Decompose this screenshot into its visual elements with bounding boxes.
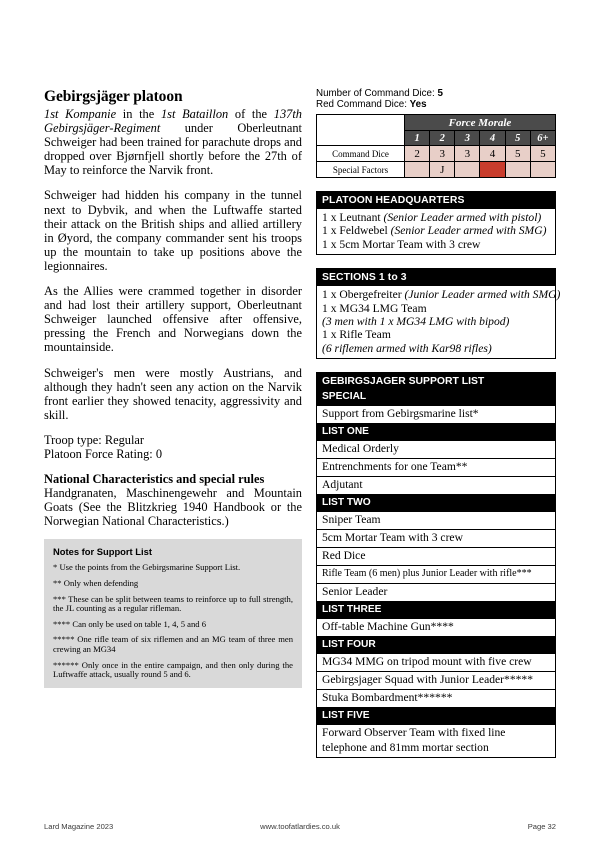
support-list-item[interactable]: Stuka Bombardment****** — [317, 689, 555, 707]
roster-line — [322, 302, 550, 315]
footer-center[interactable]: www.toofatlardies.co.uk — [260, 822, 340, 831]
support-group-heading: LIST TWO — [317, 494, 555, 511]
sections-1-to-3-lines — [317, 286, 561, 358]
number-of-command-dice-label: Number of Command Dice: — [316, 88, 435, 99]
force-morale-cell: 2 — [405, 146, 430, 162]
roster-line — [322, 238, 550, 251]
note-item: ***** One rifle team of six riflemen and an MG team of three men crewing an MG34 — [53, 634, 293, 654]
national-characteristics-heading: National Characteristics and special rules — [44, 472, 265, 487]
force-morale-cell — [480, 162, 505, 178]
support-list-item[interactable]: Off-table Machine Gun**** — [317, 618, 555, 636]
roster-line-note: (Senior Leader armed with pistol) — [383, 211, 542, 224]
support-group-heading: SPECIAL — [317, 389, 555, 405]
footer-left: Lard Magazine 2023 — [44, 822, 114, 831]
roster-line — [322, 328, 550, 341]
force-morale-column-5: 5 — [505, 131, 530, 146]
page-footer — [44, 822, 556, 831]
note-item: ****** Only once in the entire campaign, and then only during the Luftwaffe attack, usually round 5 and 6. — [53, 659, 293, 680]
force-morale-cell: J — [430, 162, 455, 178]
platoon-headquarters-block — [316, 191, 556, 255]
sections-1-to-3-heading: SECTIONS 1 to 3 — [317, 269, 555, 286]
support-list-groups — [317, 389, 555, 757]
note-item: **** Can only be used on table 1, 4, 5 and 6 — [53, 618, 206, 629]
roster-line-text: 1 x Feldwebel — [322, 224, 391, 238]
platoon-headquarters-lines — [317, 209, 555, 254]
roster-line — [322, 342, 550, 355]
command-dice-summary — [316, 88, 556, 110]
intro-paragraph: 1st Kompanie in the 1st Bataillon of the 137th Gebirgsjäger-Regiment under Oberleutnant Schweiger had been trained for parachute drops and dropped over Bjørnfjell shortly before the 27th of May to reinforce the Narvik front. — [44, 107, 302, 178]
support-list-item[interactable]: Entrenchments for one Team** — [317, 458, 555, 476]
support-list-item[interactable]: MG34 MMG on tripod mount with five crew — [317, 653, 555, 671]
force-morale-cell: 4 — [480, 146, 505, 162]
table-row — [317, 146, 556, 162]
force-morale-title-cell: Force Morale — [405, 115, 556, 131]
red-command-dice — [316, 99, 556, 110]
support-list-item[interactable]: 5cm Mortar Team with 3 crew — [317, 529, 555, 547]
note-item: *** These can be split between teams to reinforce up to full strength, the JL counting as a regular rifleman. — [53, 593, 293, 614]
roster-line-note: (Junior Leader armed with SMG) — [404, 288, 561, 302]
force-morale-cell — [455, 162, 480, 178]
national-characteristics-body: Handgranaten, Maschinengewehr and Mountain Goats (See the Blitzkrieg 1940 Handbook or the Norwegian National Characteristics.) — [44, 486, 302, 529]
roster-line-text: 1 x Leutnant — [322, 211, 384, 224]
support-list-block — [316, 372, 556, 758]
roster-line-note: (Senior Leader armed with SMG) — [390, 224, 547, 238]
force-morale-cell — [405, 162, 430, 178]
table-row — [317, 162, 556, 178]
roster-line-note: (6 riflemen armed with Kar98 rifles) — [322, 341, 492, 355]
force-morale-column-1: 1 — [405, 131, 430, 146]
force-morale-column-2: 2 — [430, 131, 455, 146]
national-characteristics — [44, 472, 302, 528]
notes-title: Notes for Support List — [53, 546, 152, 558]
page-content — [44, 88, 561, 758]
force-morale-corner-cell — [317, 115, 405, 146]
support-group-heading: LIST FIVE — [317, 707, 555, 724]
sections-1-to-3-block — [316, 268, 561, 359]
platoon-force-rating: Platoon Force Rating: 0 — [44, 446, 163, 461]
force-morale-cell: 3 — [455, 146, 480, 162]
force-morale-column-4: 4 — [480, 131, 505, 146]
troop-type: Troop type: Regular — [44, 432, 145, 447]
page-title: Gebirgsjäger platoon — [44, 88, 183, 105]
roster-line — [322, 315, 550, 328]
support-group-heading: LIST THREE — [317, 601, 555, 618]
support-list-item[interactable]: Medical Orderly — [317, 440, 555, 458]
force-morale-row-label: Command Dice — [317, 146, 405, 162]
support-list-heading: GEBIRGSJAGER SUPPORT LIST — [317, 373, 555, 389]
red-command-dice-value: Yes — [409, 99, 427, 110]
red-command-dice-label: Red Command Dice: — [316, 99, 407, 110]
support-list-item[interactable]: Rifle Team (6 men) plus Junior Leader with rifle*** — [317, 565, 555, 583]
support-group-heading: LIST ONE — [317, 423, 555, 440]
roster-line-text: 1 x Rifle Team — [322, 328, 391, 342]
force-morale-cell: 3 — [430, 146, 455, 162]
right-column — [316, 88, 561, 758]
support-list-item[interactable]: Senior Leader — [317, 583, 555, 601]
roster-line — [322, 211, 550, 224]
force-morale-row-label: Special Factors — [317, 162, 405, 178]
troop-stats — [44, 433, 302, 461]
roster-line-text: 1 x Obergefreiter — [322, 288, 405, 302]
force-morale-cell — [505, 162, 530, 178]
number-of-command-dice-value: 5 — [437, 88, 443, 99]
footer-right: Page 32 — [527, 822, 556, 831]
force-morale-header-row — [317, 115, 556, 131]
notes-for-support-list-box — [44, 539, 302, 687]
force-morale-cell: 5 — [505, 146, 530, 162]
platoon-headquarters-heading: PLATOON HEADQUARTERS — [317, 192, 555, 209]
paragraph-2: Schweiger had hidden his company in the tunnel next to Dybvik, and when the Luftwaffe started their attack on the British ships and allied artillery in Øyord, the company commander sent his troops up the mountain to take up positions above the legionnaires. — [44, 188, 302, 273]
support-list-item[interactable]: Gebirgsjager Squad with Junior Leader***** — [317, 671, 555, 689]
force-morale-cell: 5 — [530, 146, 555, 162]
roster-line-text: 1 x MG34 LMG Team — [322, 301, 427, 315]
force-morale-column-3: 3 — [455, 131, 480, 146]
support-list-item[interactable]: Adjutant — [317, 476, 555, 494]
roster-line — [322, 288, 561, 302]
force-morale-table — [316, 114, 556, 178]
two-column-layout — [44, 88, 561, 758]
roster-line-note: (3 men with 1 x MG34 LMG with bipod) — [322, 315, 510, 329]
support-list-item[interactable]: Red Dice — [317, 547, 555, 565]
note-item: * Use the points from the Gebirgsmarine Support List. — [53, 562, 241, 573]
force-morale-cell — [530, 162, 555, 178]
note-item: ** Only when defending — [53, 578, 139, 589]
number-of-command-dice — [316, 88, 556, 99]
left-column — [44, 88, 302, 688]
force-morale-column-6+: 6+ — [530, 131, 555, 146]
roster-line-text: 1 x 5cm Mortar Team with 3 crew — [322, 237, 481, 251]
roster-line — [322, 224, 550, 237]
support-list-item[interactable]: Support from Gebirgsmarine list* — [317, 405, 555, 423]
support-group-heading: LIST FOUR — [317, 636, 555, 653]
support-list-item[interactable]: Forward Observer Team with fixed line telephone and 81mm mortar section — [317, 724, 555, 757]
paragraph-4: Schweiger's men were mostly Austrians, and although they hadn't seen any action on the Narvik front earlier they showed tenacity, aggressivity and skill. — [44, 365, 302, 422]
force-morale-table-body — [317, 115, 556, 178]
notes-list — [53, 563, 293, 679]
paragraph-3: As the Allies were crammed together in disorder and had lost their artillery support, Oberleutnant Schweiger launched offensive after offensive, pressing the French and Norwegians down the mountainside. — [44, 284, 302, 355]
support-list-item[interactable]: Sniper Team — [317, 511, 555, 529]
